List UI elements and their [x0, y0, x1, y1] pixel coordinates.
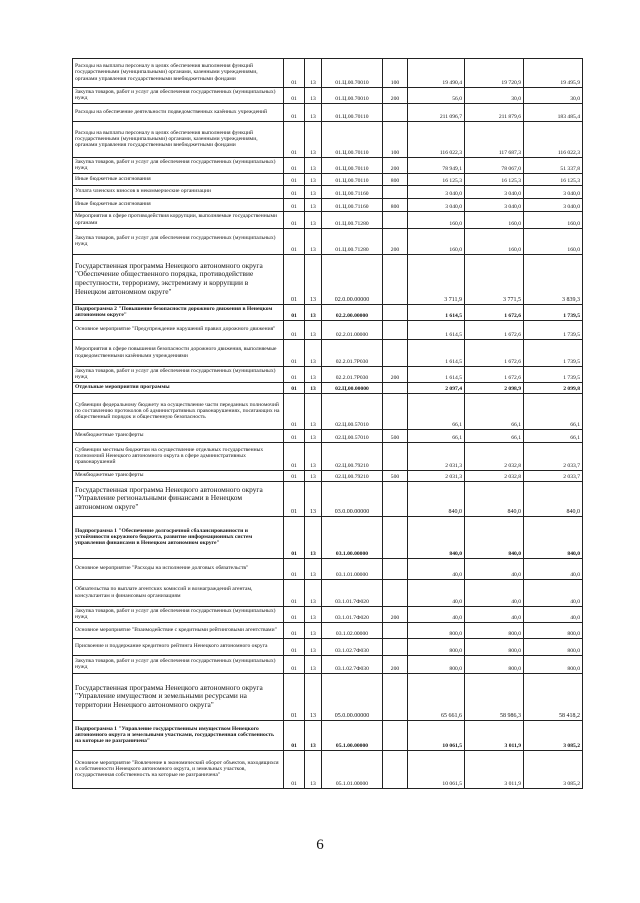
row-name: Уплата членских взносов в некоммерческие организации: [73, 186, 284, 199]
subsection-code: 13: [305, 321, 322, 340]
target-article: 03.1.01.00000: [322, 559, 383, 580]
row-name: Расходы на выплаты персоналу в целях обеспечения выполнения функций государственными (муниципальными) органами, казенными учреждениями, органами управления государственными внебюджетными фондами: [73, 122, 284, 158]
amount-year-2: 2 032,8: [465, 471, 524, 482]
section-code: 01: [284, 122, 305, 158]
subsection-code: 13: [305, 623, 322, 639]
amount-year-1: 40,0: [408, 559, 465, 580]
row-name: Основное мероприятие "Расходы на исполнение долговых обязательств": [73, 559, 284, 580]
target-article: 02.Ц.00.57010: [322, 394, 383, 430]
row-name: Подпрограмма 1 "Управление государственным имуществом Ненецкого автономного округа и земельными участками, государственная собственность на которые не разграничена": [73, 721, 284, 751]
section-code: 01: [284, 623, 305, 639]
expense-type: [383, 212, 408, 229]
target-article: 03.1.01.7Ф020: [322, 580, 383, 607]
target-article: 01.Ц.00.70110: [322, 122, 383, 158]
amount-year-2: 19 720,9: [465, 59, 524, 88]
budget-table-body: [73, 59, 583, 789]
amount-year-3: 3 085,2: [524, 721, 583, 751]
amount-year-3: 2 099,8: [524, 383, 583, 394]
expense-type: 800: [383, 199, 408, 212]
subsection-code: 13: [305, 721, 322, 751]
expense-type: [383, 674, 408, 721]
section-code: 01: [284, 158, 305, 174]
table-row: [73, 430, 583, 443]
amount-year-2: 30,0: [465, 88, 524, 104]
section-code: 01: [284, 559, 305, 580]
amount-year-3: 3 085,2: [524, 751, 583, 789]
expense-type: 200: [383, 158, 408, 174]
page-number: 6: [316, 837, 324, 853]
amount-year-1: 800,0: [408, 656, 465, 674]
amount-year-3: 66,1: [524, 394, 583, 430]
amount-year-1: 2 031,3: [408, 443, 465, 471]
row-name: Основное мероприятие "Взаимодействие с кредитными рейтинговыми агентствами": [73, 623, 284, 639]
row-name: Закупка товаров, работ и услуг для обеспечения государственных (муниципальных) нужд: [73, 367, 284, 383]
row-name: Закупка товаров, работ и услуг для обеспечения государственных (муниципальных) нужд: [73, 229, 284, 255]
subsection-code: 13: [305, 255, 322, 305]
amount-year-3: 840,0: [524, 482, 583, 517]
amount-year-2: 16 125,3: [465, 174, 524, 186]
section-code: 01: [284, 229, 305, 255]
amount-year-1: 840,0: [408, 482, 465, 517]
subsection-code: 13: [305, 383, 322, 394]
amount-year-2: 3 040,0: [465, 186, 524, 199]
amount-year-2: 58 986,3: [465, 674, 524, 721]
table-row: [73, 471, 583, 482]
expense-type: [383, 517, 408, 559]
expense-type: [383, 580, 408, 607]
table-row: [73, 367, 583, 383]
target-article: 01.Ц.00.70110: [322, 174, 383, 186]
row-name: Иные бюджетные ассигнования: [73, 199, 284, 212]
amount-year-3: 1 739,5: [524, 340, 583, 367]
amount-year-1: 1 614,5: [408, 367, 465, 383]
table-row: [73, 340, 583, 367]
subsection-code: 13: [305, 229, 322, 255]
target-article: 03.1.02.00000: [322, 623, 383, 639]
table-row: [73, 186, 583, 199]
table-row: [73, 623, 583, 639]
target-article: 03.1.02.7Ф030: [322, 656, 383, 674]
subsection-code: 13: [305, 559, 322, 580]
row-name: Закупка товаров, работ и услуг для обеспечения государственных (муниципальных) нужд: [73, 88, 284, 104]
target-article: 01.Ц.00.71280: [322, 229, 383, 255]
amount-year-2: 40,0: [465, 559, 524, 580]
row-name: Межбюджетные трансферты: [73, 430, 284, 443]
amount-year-1: 66,1: [408, 394, 465, 430]
amount-year-3: 1 739,5: [524, 305, 583, 321]
amount-year-3: 2 033,7: [524, 471, 583, 482]
section-code: 01: [284, 580, 305, 607]
section-code: 01: [284, 674, 305, 721]
target-article: 01.Ц.00.71160: [322, 199, 383, 212]
target-article: 02.2.01.7Р030: [322, 367, 383, 383]
expense-type: 200: [383, 367, 408, 383]
section-code: 01: [284, 59, 305, 88]
amount-year-3: 1 739,5: [524, 321, 583, 340]
subsection-code: 13: [305, 212, 322, 229]
row-name: Государственная программа Ненецкого автономного округа "Управление региональными финансами в Ненецком автономном округе": [73, 482, 284, 517]
target-article: 03.1.02.7Ф030: [322, 639, 383, 656]
table-row: [73, 674, 583, 721]
amount-year-2: 840,0: [465, 482, 524, 517]
section-code: 01: [284, 255, 305, 305]
row-name: Мероприятия в сфере противодействия коррупции, выполняемые государственными органами: [73, 212, 284, 229]
target-article: 02.2.01.7Р030: [322, 340, 383, 367]
subsection-code: 13: [305, 639, 322, 656]
amount-year-2: 66,1: [465, 430, 524, 443]
section-code: 01: [284, 751, 305, 789]
section-code: 01: [284, 199, 305, 212]
expense-type: 800: [383, 174, 408, 186]
table-row: [73, 59, 583, 88]
subsection-code: 13: [305, 305, 322, 321]
table-row: [73, 158, 583, 174]
subsection-code: 13: [305, 443, 322, 471]
amount-year-3: 51 337,8: [524, 158, 583, 174]
amount-year-1: 211 096,7: [408, 104, 465, 122]
target-article: 02.Ц.00.00000: [322, 383, 383, 394]
expense-type: [383, 721, 408, 751]
expense-type: 500: [383, 471, 408, 482]
target-article: 01.Ц.00.70010: [322, 59, 383, 88]
expense-type: [383, 104, 408, 122]
amount-year-3: 40,0: [524, 607, 583, 623]
table-row: [73, 580, 583, 607]
expense-type: 100: [383, 59, 408, 88]
target-article: 02.0.00.00000: [322, 255, 383, 305]
subsection-code: 13: [305, 186, 322, 199]
amount-year-3: 800,0: [524, 623, 583, 639]
section-code: 01: [284, 482, 305, 517]
row-name: Обязательства по выплате агентских комиссий и вознаграждений агентам, консультантам и финансовым организациям: [73, 580, 284, 607]
amount-year-3: 800,0: [524, 639, 583, 656]
target-article: 05.0.00.00000: [322, 674, 383, 721]
amount-year-2: 40,0: [465, 607, 524, 623]
table-row: [73, 383, 583, 394]
target-article: 05.1.00.00000: [322, 721, 383, 751]
amount-year-3: 30,0: [524, 88, 583, 104]
row-name: Закупка товаров, работ и услуг для обеспечения государственных (муниципальных) нужд: [73, 607, 284, 623]
row-name: Субвенции федеральному бюджету на осуществление части переданных полномочий по составлению протоколов об административных правонарушениях, посягающих на общественный порядок и общественную безопасность: [73, 394, 284, 430]
row-name: Закупка товаров, работ и услуг для обеспечения государственных (муниципальных) нужд: [73, 656, 284, 674]
amount-year-3: 16 125,3: [524, 174, 583, 186]
amount-year-3: 40,0: [524, 559, 583, 580]
amount-year-1: 800,0: [408, 623, 465, 639]
target-article: 02.Ц.00.79210: [322, 471, 383, 482]
amount-year-2: 40,0: [465, 580, 524, 607]
expense-type: 200: [383, 656, 408, 674]
table-row: [73, 229, 583, 255]
amount-year-1: 10 061,5: [408, 751, 465, 789]
expense-type: 200: [383, 88, 408, 104]
target-article: 01.Ц.00.70110: [322, 104, 383, 122]
target-article: 05.1.01.00000: [322, 751, 383, 789]
expense-type: [383, 639, 408, 656]
section-code: 01: [284, 656, 305, 674]
amount-year-2: 2 098,9: [465, 383, 524, 394]
expense-type: [383, 751, 408, 789]
table-row: [73, 394, 583, 430]
amount-year-2: 3 011,9: [465, 721, 524, 751]
amount-year-3: 3 040,0: [524, 199, 583, 212]
expense-type: 200: [383, 607, 408, 623]
amount-year-2: 1 672,6: [465, 367, 524, 383]
amount-year-2: 117 687,3: [465, 122, 524, 158]
subsection-code: 13: [305, 517, 322, 559]
subsection-code: 13: [305, 580, 322, 607]
table-row: [73, 104, 583, 122]
amount-year-2: 211 879,6: [465, 104, 524, 122]
amount-year-1: 3 040,0: [408, 186, 465, 199]
target-article: 01.Ц.00.70010: [322, 88, 383, 104]
amount-year-1: 800,0: [408, 639, 465, 656]
amount-year-3: 116 022,3: [524, 122, 583, 158]
table-row: [73, 482, 583, 517]
expense-type: [383, 559, 408, 580]
row-name: Подпрограмма 2 "Повышение безопасности дорожного движения в Ненецком автономном округе": [73, 305, 284, 321]
amount-year-1: 1 614,5: [408, 340, 465, 367]
amount-year-2: 800,0: [465, 656, 524, 674]
expense-type: [383, 623, 408, 639]
amount-year-1: 19 490,4: [408, 59, 465, 88]
section-code: 01: [284, 607, 305, 623]
expense-type: [383, 340, 408, 367]
subsection-code: 13: [305, 674, 322, 721]
expense-type: [383, 321, 408, 340]
table-row: [73, 199, 583, 212]
expense-type: 100: [383, 122, 408, 158]
amount-year-3: 160,0: [524, 212, 583, 229]
row-name: Расходы на выплаты персоналу в целях обеспечения выполнения функций государственными (муниципальными) органами, казенными учреждениями, органами управления государственными внебюджетными фондами: [73, 59, 284, 88]
expense-type: [383, 443, 408, 471]
amount-year-1: 2 031,3: [408, 471, 465, 482]
section-code: 01: [284, 104, 305, 122]
subsection-code: 13: [305, 158, 322, 174]
budget-table: [72, 58, 583, 789]
expense-type: [383, 186, 408, 199]
subsection-code: 13: [305, 122, 322, 158]
row-name: Основное мероприятие "Вовлечение в экономический оборот объектов, находящихся в собственности Ненецкого автономного округа, и земельных участков, государственная собственность на которые не разграничена": [73, 751, 284, 789]
table-row: [73, 305, 583, 321]
target-article: 02.2.00.00000: [322, 305, 383, 321]
expense-type: [383, 255, 408, 305]
subsection-code: 13: [305, 394, 322, 430]
subsection-code: 13: [305, 607, 322, 623]
section-code: 01: [284, 443, 305, 471]
amount-year-3: 800,0: [524, 656, 583, 674]
section-code: 01: [284, 186, 305, 199]
amount-year-2: 840,0: [465, 517, 524, 559]
subsection-code: 13: [305, 59, 322, 88]
section-code: 01: [284, 88, 305, 104]
section-code: 01: [284, 212, 305, 229]
amount-year-1: 1 614,5: [408, 305, 465, 321]
amount-year-3: 3 040,0: [524, 186, 583, 199]
amount-year-3: 58 418,2: [524, 674, 583, 721]
row-name: Основное мероприятие "Предупреждение нарушений правил дорожного движения": [73, 321, 284, 340]
table-row: [73, 751, 583, 789]
amount-year-2: 2 032,8: [465, 443, 524, 471]
amount-year-1: 160,0: [408, 229, 465, 255]
amount-year-2: 800,0: [465, 639, 524, 656]
section-code: 01: [284, 367, 305, 383]
amount-year-1: 3 711,9: [408, 255, 465, 305]
table-row: [73, 122, 583, 158]
amount-year-1: 65 661,6: [408, 674, 465, 721]
table-row: [73, 517, 583, 559]
target-article: 02.Ц.00.57010: [322, 430, 383, 443]
subsection-code: 13: [305, 104, 322, 122]
subsection-code: 13: [305, 367, 322, 383]
row-name: Государственная программа Ненецкого автономного округа "Управление имуществом и земельными ресурсами на территории Ненецкого автономного округа": [73, 674, 284, 721]
amount-year-1: 3 040,0: [408, 199, 465, 212]
target-article: 03.1.01.7Ф020: [322, 607, 383, 623]
amount-year-2: 78 067,0: [465, 158, 524, 174]
expense-type: [383, 305, 408, 321]
row-name: Иные бюджетные ассигнования: [73, 174, 284, 186]
amount-year-1: 840,0: [408, 517, 465, 559]
section-code: 01: [284, 430, 305, 443]
amount-year-3: 840,0: [524, 517, 583, 559]
table-row: [73, 255, 583, 305]
table-row: [73, 212, 583, 229]
table-row: [73, 174, 583, 186]
amount-year-2: 800,0: [465, 623, 524, 639]
amount-year-1: 10 061,5: [408, 721, 465, 751]
amount-year-2: 1 672,6: [465, 321, 524, 340]
section-code: 01: [284, 340, 305, 367]
subsection-code: 13: [305, 751, 322, 789]
amount-year-2: 1 672,6: [465, 340, 524, 367]
row-name: Подпрограмма 1 "Обеспечение долгосрочной сбалансированности и устойчивости окружного бюджета, развитие информационных систем управления финансами в Ненецком автономном округе": [73, 517, 284, 559]
expense-type: [383, 394, 408, 430]
table-row: [73, 88, 583, 104]
amount-year-1: 40,0: [408, 607, 465, 623]
amount-year-1: 2 097,4: [408, 383, 465, 394]
target-article: 01.Ц.00.70110: [322, 158, 383, 174]
amount-year-1: 66,1: [408, 430, 465, 443]
subsection-code: 13: [305, 199, 322, 212]
section-code: 01: [284, 394, 305, 430]
row-name: Присвоение и поддержание кредитного рейтинга Ненецкого автономного округа: [73, 639, 284, 656]
subsection-code: 13: [305, 656, 322, 674]
amount-year-1: 16 125,3: [408, 174, 465, 186]
table-row: [73, 607, 583, 623]
row-name: Межбюджетные трансферты: [73, 471, 284, 482]
row-name: Закупка товаров, работ и услуг для обеспечения государственных (муниципальных) нужд: [73, 158, 284, 174]
target-article: 01.Ц.00.71160: [322, 186, 383, 199]
amount-year-2: 3 040,0: [465, 199, 524, 212]
row-name: Государственная программа Ненецкого автономного округа "Обеспечение общественного порядка, противодействие преступности, терроризму, экстремизму и коррупции в Ненецком автономном округе": [73, 255, 284, 305]
amount-year-2: 66,1: [465, 394, 524, 430]
row-name: Расходы на обеспечение деятельности подведомственных казённых учреждений: [73, 104, 284, 122]
section-code: 01: [284, 721, 305, 751]
amount-year-3: 19 495,9: [524, 59, 583, 88]
amount-year-1: 160,0: [408, 212, 465, 229]
amount-year-2: 3 771,5: [465, 255, 524, 305]
table-row: [73, 639, 583, 656]
target-article: 03.1.00.00000: [322, 517, 383, 559]
subsection-code: 13: [305, 88, 322, 104]
amount-year-2: 1 672,6: [465, 305, 524, 321]
section-code: 01: [284, 471, 305, 482]
section-code: 01: [284, 517, 305, 559]
expense-type: [383, 383, 408, 394]
amount-year-3: 66,1: [524, 430, 583, 443]
amount-year-1: 40,0: [408, 580, 465, 607]
row-name: Субвенции местным бюджетам на осуществление отдельных государственных полномочий Ненецкого автономного округа в сфере административных правонарушений: [73, 443, 284, 471]
expense-type: 200: [383, 229, 408, 255]
expense-type: 500: [383, 430, 408, 443]
amount-year-3: 1 739,5: [524, 367, 583, 383]
row-name: Отдельные мероприятия программы: [73, 383, 284, 394]
amount-year-2: 160,0: [465, 212, 524, 229]
amount-year-1: 56,0: [408, 88, 465, 104]
section-code: 01: [284, 174, 305, 186]
table-row: [73, 721, 583, 751]
target-article: 03.0.00.00000: [322, 482, 383, 517]
amount-year-3: 160,0: [524, 229, 583, 255]
section-code: 01: [284, 639, 305, 656]
table-row: [73, 443, 583, 471]
target-article: 02.Ц.00.79210: [322, 443, 383, 471]
subsection-code: 13: [305, 482, 322, 517]
subsection-code: 13: [305, 174, 322, 186]
section-code: 01: [284, 305, 305, 321]
subsection-code: 13: [305, 430, 322, 443]
target-article: 02.2.01.00000: [322, 321, 383, 340]
amount-year-3: 2 033,7: [524, 443, 583, 471]
amount-year-3: 40,0: [524, 580, 583, 607]
section-code: 01: [284, 383, 305, 394]
target-article: 01.Ц.00.71280: [322, 212, 383, 229]
amount-year-1: 116 022,3: [408, 122, 465, 158]
section-code: 01: [284, 321, 305, 340]
subsection-code: 13: [305, 471, 322, 482]
amount-year-2: 3 011,9: [465, 751, 524, 789]
subsection-code: 13: [305, 340, 322, 367]
table-row: [73, 321, 583, 340]
amount-year-3: 3 839,3: [524, 255, 583, 305]
table-row: [73, 656, 583, 674]
amount-year-2: 160,0: [465, 229, 524, 255]
amount-year-1: 78 949,1: [408, 158, 465, 174]
row-name: Мероприятия в сфере повышения безопасности дорожного движения, выполняемые подведомственными казёнными учреждениями: [73, 340, 284, 367]
amount-year-1: 1 614,5: [408, 321, 465, 340]
expense-type: [383, 482, 408, 517]
amount-year-3: 183 485,4: [524, 104, 583, 122]
table-row: [73, 559, 583, 580]
